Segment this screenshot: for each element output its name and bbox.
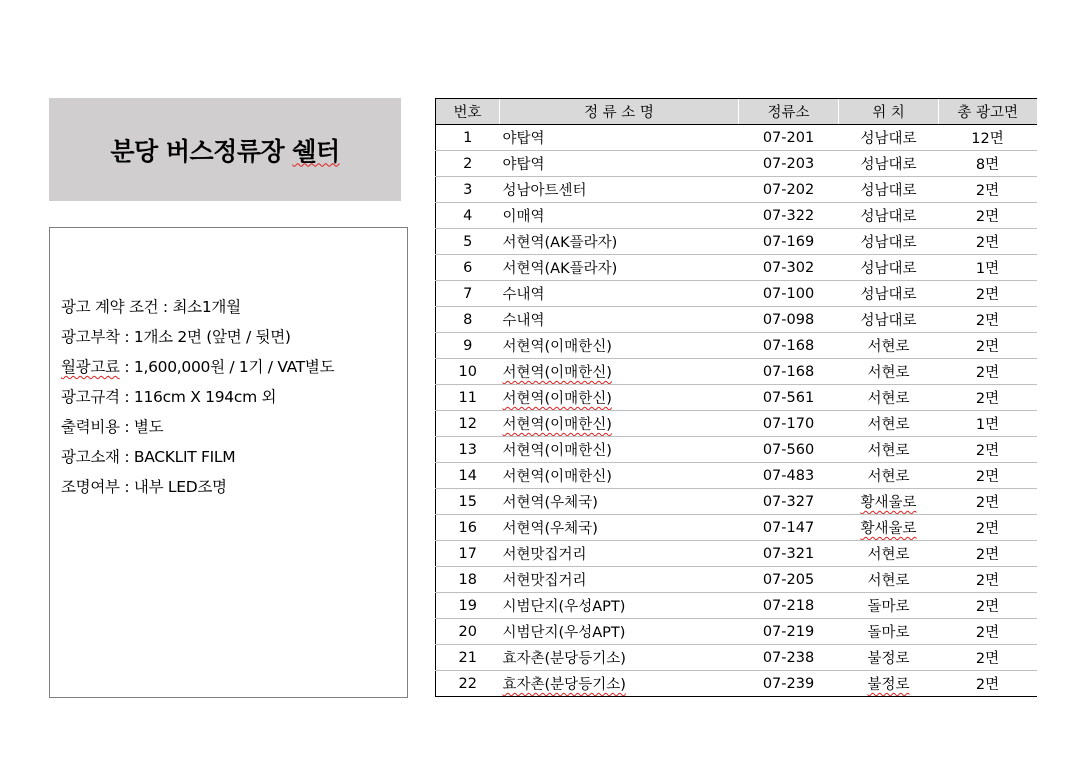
table-row bbox=[436, 515, 1037, 541]
cell-location: 서현로 bbox=[839, 333, 939, 359]
cell-number: 15 bbox=[436, 489, 500, 515]
cell-location: 서현로 bbox=[839, 411, 939, 437]
cell-number: 11 bbox=[436, 385, 500, 411]
cell-number: 3 bbox=[436, 177, 500, 203]
cell-stop-name: 서현역(이매한신) bbox=[500, 463, 739, 489]
cell-stop-name: 서현역(이매한신) bbox=[500, 437, 739, 463]
cell-stop-name: 시범단지(우성APT) bbox=[500, 593, 739, 619]
cell-stop-id: 07-100 bbox=[739, 281, 839, 307]
cell-location: 서현로 bbox=[839, 541, 939, 567]
cell-stop-name: 효자촌(분당등기소) bbox=[500, 671, 739, 697]
cell-total-faces: 2면 bbox=[939, 385, 1037, 411]
table-row bbox=[436, 281, 1037, 307]
cell-total-faces: 1면 bbox=[939, 411, 1037, 437]
cell-stop-id: 07-218 bbox=[739, 593, 839, 619]
cell-total-faces: 2면 bbox=[939, 463, 1037, 489]
cell-stop-name: 서현역(이매한신) bbox=[500, 411, 739, 437]
cell-stop-name: 효자촌(분당등기소) bbox=[500, 645, 739, 671]
info-list bbox=[61, 292, 334, 502]
cell-stop-name: 성남아트센터 bbox=[500, 177, 739, 203]
cell-total-faces: 2면 bbox=[939, 307, 1037, 333]
cell-total-faces: 2면 bbox=[939, 645, 1037, 671]
cell-number: 14 bbox=[436, 463, 500, 489]
info-value: BACKLIT FILM bbox=[133, 448, 236, 466]
cell-stop-id: 07-147 bbox=[739, 515, 839, 541]
cell-total-faces: 2면 bbox=[939, 359, 1037, 385]
cell-stop-name: 서현역(우체국) bbox=[500, 489, 739, 515]
table-row bbox=[436, 229, 1037, 255]
cell-stop-id: 07-168 bbox=[739, 333, 839, 359]
info-label: 조명여부 bbox=[61, 478, 120, 496]
cell-number: 10 bbox=[436, 359, 500, 385]
cell-stop-id: 07-170 bbox=[739, 411, 839, 437]
info-separator: : bbox=[119, 388, 134, 406]
cell-stop-id: 07-483 bbox=[739, 463, 839, 489]
info-item bbox=[61, 322, 334, 352]
table-row bbox=[436, 125, 1037, 151]
cell-location: 성남대로 bbox=[839, 203, 939, 229]
cell-stop-id: 07-205 bbox=[739, 567, 839, 593]
cell-number: 4 bbox=[436, 203, 500, 229]
header-location: 위 치 bbox=[839, 99, 939, 125]
table-row bbox=[436, 333, 1037, 359]
cell-stop-id: 07-560 bbox=[739, 437, 839, 463]
cell-total-faces: 2면 bbox=[939, 333, 1037, 359]
cell-stop-name: 수내역 bbox=[500, 307, 739, 333]
cell-location: 성남대로 bbox=[839, 151, 939, 177]
cell-number: 22 bbox=[436, 671, 500, 697]
cell-location: 서현로 bbox=[839, 567, 939, 593]
info-separator: : bbox=[119, 328, 134, 346]
table-row bbox=[436, 411, 1037, 437]
page-title bbox=[110, 132, 339, 168]
cell-stop-name: 야탑역 bbox=[500, 151, 739, 177]
cell-location: 불정로 bbox=[839, 645, 939, 671]
header-total-faces: 총 광고면 bbox=[939, 99, 1037, 125]
info-value: 116cm X 194cm 외 bbox=[133, 388, 277, 406]
cell-stop-name: 야탑역 bbox=[500, 125, 739, 151]
cell-location: 황새울로 bbox=[839, 489, 939, 515]
table-row bbox=[436, 255, 1037, 281]
cell-location: 성남대로 bbox=[839, 125, 939, 151]
cell-stop-id: 07-322 bbox=[739, 203, 839, 229]
cell-location: 돌마로 bbox=[839, 593, 939, 619]
cell-location: 서현로 bbox=[839, 385, 939, 411]
cell-number: 6 bbox=[436, 255, 500, 281]
cell-stop-name: 이매역 bbox=[500, 203, 739, 229]
info-value: 별도 bbox=[133, 418, 164, 436]
cell-number: 5 bbox=[436, 229, 500, 255]
table-row bbox=[436, 177, 1037, 203]
header-stop-name: 정 류 소 명 bbox=[500, 99, 739, 125]
cell-stop-id: 07-169 bbox=[739, 229, 839, 255]
cell-stop-name: 서현역(이매한신) bbox=[500, 359, 739, 385]
cell-location: 돌마로 bbox=[839, 619, 939, 645]
cell-stop-id: 07-561 bbox=[739, 385, 839, 411]
page-title-wavy-word: 쉘터 bbox=[292, 136, 340, 166]
bus-stop-table bbox=[435, 98, 1037, 697]
title-box bbox=[49, 98, 401, 201]
table-row bbox=[436, 541, 1037, 567]
info-value: 최소1개월 bbox=[172, 298, 241, 316]
info-label: 광고소재 bbox=[61, 448, 120, 466]
cell-total-faces: 2면 bbox=[939, 515, 1037, 541]
cell-total-faces: 2면 bbox=[939, 567, 1037, 593]
cell-stop-id: 07-239 bbox=[739, 671, 839, 697]
table-body bbox=[436, 125, 1037, 697]
cell-stop-id: 07-098 bbox=[739, 307, 839, 333]
info-item bbox=[61, 472, 334, 502]
info-label: 광고 계약 조건 bbox=[61, 298, 159, 316]
info-separator: : bbox=[158, 298, 173, 316]
info-value: 1개소 2면 (앞면 / 뒷면) bbox=[133, 328, 291, 346]
table-row bbox=[436, 593, 1037, 619]
table-row bbox=[436, 645, 1037, 671]
cell-stop-id: 07-168 bbox=[739, 359, 839, 385]
cell-number: 1 bbox=[436, 125, 500, 151]
table-row bbox=[436, 151, 1037, 177]
info-separator: : bbox=[119, 478, 134, 496]
cell-location: 서현로 bbox=[839, 437, 939, 463]
cell-stop-name: 서현역(이매한신) bbox=[500, 333, 739, 359]
cell-location: 성남대로 bbox=[839, 229, 939, 255]
cell-total-faces: 8면 bbox=[939, 151, 1037, 177]
cell-number: 8 bbox=[436, 307, 500, 333]
cell-stop-id: 07-202 bbox=[739, 177, 839, 203]
cell-location: 불정로 bbox=[839, 671, 939, 697]
info-label: 월광고료 bbox=[61, 358, 120, 376]
cell-location: 서현로 bbox=[839, 463, 939, 489]
cell-stop-name: 시범단지(우성APT) bbox=[500, 619, 739, 645]
cell-number: 19 bbox=[436, 593, 500, 619]
cell-location: 황새울로 bbox=[839, 515, 939, 541]
table-row bbox=[436, 203, 1037, 229]
cell-number: 18 bbox=[436, 567, 500, 593]
cell-number: 9 bbox=[436, 333, 500, 359]
cell-total-faces: 2면 bbox=[939, 671, 1037, 697]
info-item bbox=[61, 352, 334, 382]
header-number: 번호 bbox=[436, 99, 500, 125]
table-row bbox=[436, 619, 1037, 645]
table-header-row bbox=[436, 99, 1037, 125]
cell-number: 2 bbox=[436, 151, 500, 177]
cell-total-faces: 2면 bbox=[939, 541, 1037, 567]
cell-stop-id: 07-219 bbox=[739, 619, 839, 645]
header-stop-id: 정류소 bbox=[739, 99, 839, 125]
cell-number: 16 bbox=[436, 515, 500, 541]
cell-stop-id: 07-238 bbox=[739, 645, 839, 671]
info-value: 내부 LED조명 bbox=[133, 478, 227, 496]
info-label: 광고부착 bbox=[61, 328, 120, 346]
cell-stop-name: 서현역(AK플라자) bbox=[500, 229, 739, 255]
info-separator: : bbox=[119, 358, 134, 376]
info-item bbox=[61, 442, 334, 472]
info-item bbox=[61, 412, 334, 442]
info-value: 1,600,000원 / 1기 / VAT별도 bbox=[133, 358, 335, 376]
cell-number: 12 bbox=[436, 411, 500, 437]
table-row bbox=[436, 489, 1037, 515]
info-label: 출력비용 bbox=[61, 418, 120, 436]
cell-location: 성남대로 bbox=[839, 307, 939, 333]
cell-stop-name: 수내역 bbox=[500, 281, 739, 307]
cell-stop-name: 서현역(우체국) bbox=[500, 515, 739, 541]
cell-total-faces: 1면 bbox=[939, 255, 1037, 281]
cell-stop-id: 07-203 bbox=[739, 151, 839, 177]
cell-total-faces: 2면 bbox=[939, 437, 1037, 463]
cell-total-faces: 2면 bbox=[939, 593, 1037, 619]
cell-number: 21 bbox=[436, 645, 500, 671]
cell-total-faces: 2면 bbox=[939, 229, 1037, 255]
cell-location: 서현로 bbox=[839, 359, 939, 385]
table-row bbox=[436, 671, 1037, 697]
info-item bbox=[61, 292, 334, 322]
table-row bbox=[436, 307, 1037, 333]
cell-number: 17 bbox=[436, 541, 500, 567]
cell-stop-id: 07-201 bbox=[739, 125, 839, 151]
cell-location: 성남대로 bbox=[839, 177, 939, 203]
info-item bbox=[61, 382, 334, 412]
cell-stop-id: 07-327 bbox=[739, 489, 839, 515]
cell-total-faces: 2면 bbox=[939, 489, 1037, 515]
cell-stop-name: 서현맛집거리 bbox=[500, 567, 739, 593]
cell-total-faces: 12면 bbox=[939, 125, 1037, 151]
table-row bbox=[436, 437, 1037, 463]
table-row bbox=[436, 567, 1037, 593]
cell-total-faces: 2면 bbox=[939, 281, 1037, 307]
info-separator: : bbox=[119, 418, 134, 436]
info-box bbox=[49, 227, 408, 698]
info-label: 광고규격 bbox=[61, 388, 120, 406]
cell-stop-id: 07-302 bbox=[739, 255, 839, 281]
table-row bbox=[436, 359, 1037, 385]
cell-number: 7 bbox=[436, 281, 500, 307]
cell-stop-name: 서현맛집거리 bbox=[500, 541, 739, 567]
cell-number: 13 bbox=[436, 437, 500, 463]
cell-total-faces: 2면 bbox=[939, 619, 1037, 645]
cell-location: 성남대로 bbox=[839, 281, 939, 307]
info-separator: : bbox=[119, 448, 134, 466]
cell-stop-id: 07-321 bbox=[739, 541, 839, 567]
cell-total-faces: 2면 bbox=[939, 203, 1037, 229]
cell-location: 성남대로 bbox=[839, 255, 939, 281]
cell-total-faces: 2면 bbox=[939, 177, 1037, 203]
table-row bbox=[436, 385, 1037, 411]
cell-number: 20 bbox=[436, 619, 500, 645]
cell-stop-name: 서현역(AK플라자) bbox=[500, 255, 739, 281]
table-row bbox=[436, 463, 1037, 489]
cell-stop-name: 서현역(이매한신) bbox=[500, 385, 739, 411]
page-title-prefix: 분당 버스정류장 bbox=[110, 136, 293, 166]
